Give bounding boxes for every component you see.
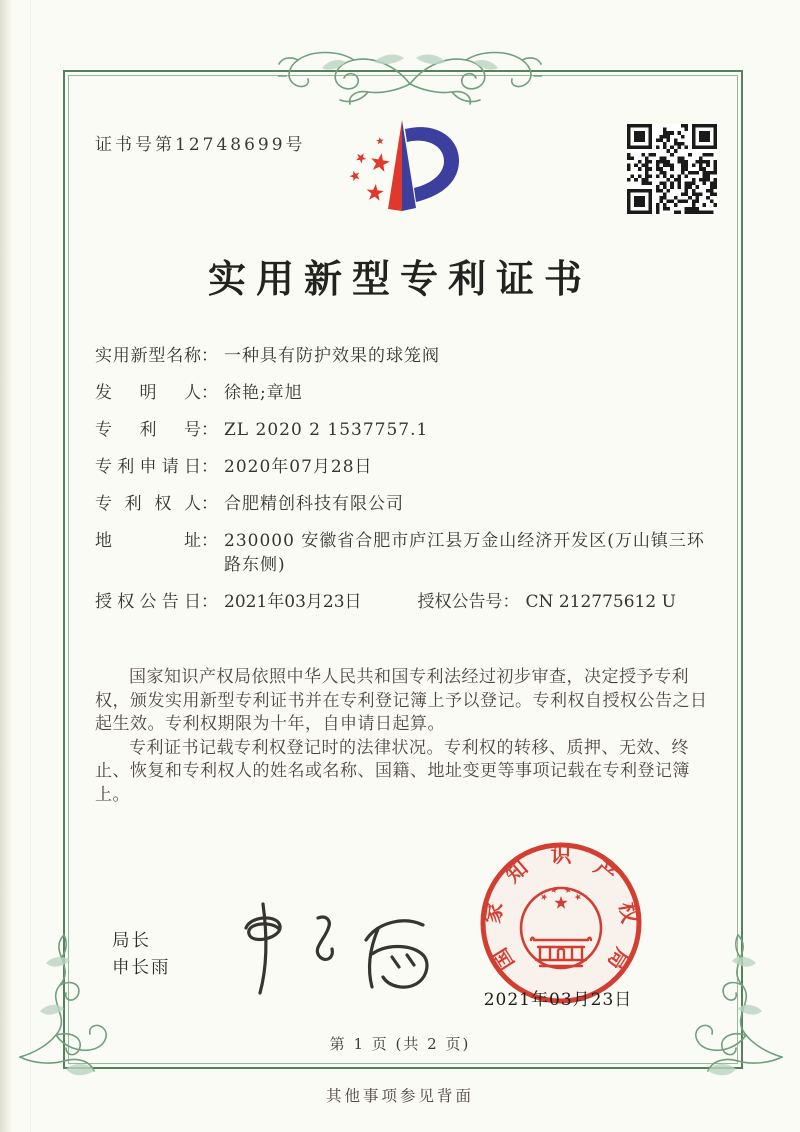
field-colon: ：	[201, 420, 218, 440]
field-label: 发明人	[95, 383, 201, 403]
field-value: 230000 安徽省合肥市庐江县万金山经济开发区(万山镇三环路东侧)	[224, 531, 705, 575]
director-title: 局长	[112, 931, 151, 951]
svg-text:知: 知	[500, 854, 533, 888]
field-row-grant	[95, 590, 711, 614]
director-name: 申长雨	[112, 958, 171, 978]
field-value: CN 212775612 U	[525, 592, 676, 612]
svg-text:局: 局	[602, 943, 636, 975]
field-row-patentee	[95, 492, 711, 516]
svg-text:国: 国	[486, 943, 520, 975]
legal-text	[95, 666, 709, 807]
field-colon: ：	[201, 457, 218, 477]
field-row-patent-no	[95, 418, 711, 442]
field-row-address	[95, 529, 711, 577]
svg-text:权: 权	[614, 900, 643, 925]
seal-date: 2021年03月23日	[483, 990, 633, 1010]
field-colon: ：	[201, 494, 218, 514]
field-label: 授权公告号	[417, 592, 503, 612]
svg-text:识: 识	[550, 842, 572, 867]
certificate-number: 证书号第12748699号	[95, 135, 306, 155]
handwritten-signature-icon	[220, 898, 435, 998]
field-grant-number	[418, 590, 676, 614]
field-row-name	[95, 344, 711, 368]
field-label: 实用新型名称	[95, 346, 201, 366]
field-colon: ：	[201, 346, 218, 366]
page-number: 第 1 页 (共 2 页)	[329, 1035, 471, 1053]
legal-paragraph: 国家知识产权局依照中华人民共和国专利法经过初步审查，决定授予专利权，颁发实用新型专利证书并在专利登记簿上予以登记。专利权自授权公告之日起生效。专利权期限为十年，自申请日起算。	[95, 667, 708, 734]
field-value: 合肥精创科技有限公司	[224, 494, 404, 514]
field-label: 专利号	[95, 420, 201, 440]
scan-edge-line	[30, 0, 31, 1132]
field-value: 2020年07月28日	[224, 457, 373, 477]
field-colon: ：	[201, 592, 218, 612]
field-row-inventor	[95, 381, 711, 405]
svg-text:家: 家	[479, 900, 508, 925]
field-value: 2021年03月23日	[224, 592, 362, 612]
field-label: 专利申请日	[95, 457, 201, 477]
field-list	[95, 344, 711, 614]
field-value: ZL 2020 2 1537757.1	[224, 420, 429, 440]
svg-text:产: 产	[589, 854, 622, 888]
qr-code	[627, 124, 717, 214]
field-value: 徐艳;章旭	[224, 383, 303, 403]
field-colon: ：	[502, 592, 520, 612]
field-label: 授权公告日	[95, 592, 201, 612]
field-value: 一种具有防护效果的球笼阀	[224, 346, 440, 366]
page-spine-shading	[0, 0, 12, 1132]
official-seal-icon	[478, 840, 644, 1006]
field-label: 地址	[95, 531, 201, 551]
cnipa-logo-icon	[325, 106, 475, 228]
field-colon: ：	[201, 383, 218, 403]
field-row-filing-date	[95, 455, 711, 479]
legal-paragraph: 专利证书记载专利权登记时的法律状况。专利权的转移、质押、无效、终止、恢复和专利权人的姓名或名称、国籍、地址变更等事项记载在专利登记簿上。	[95, 737, 690, 805]
field-colon: ：	[201, 531, 218, 551]
back-side-note: 其他事项参见背面	[325, 1087, 474, 1105]
certificate-title: 实用新型专利证书	[207, 256, 592, 301]
field-label: 专利权人	[95, 494, 201, 514]
